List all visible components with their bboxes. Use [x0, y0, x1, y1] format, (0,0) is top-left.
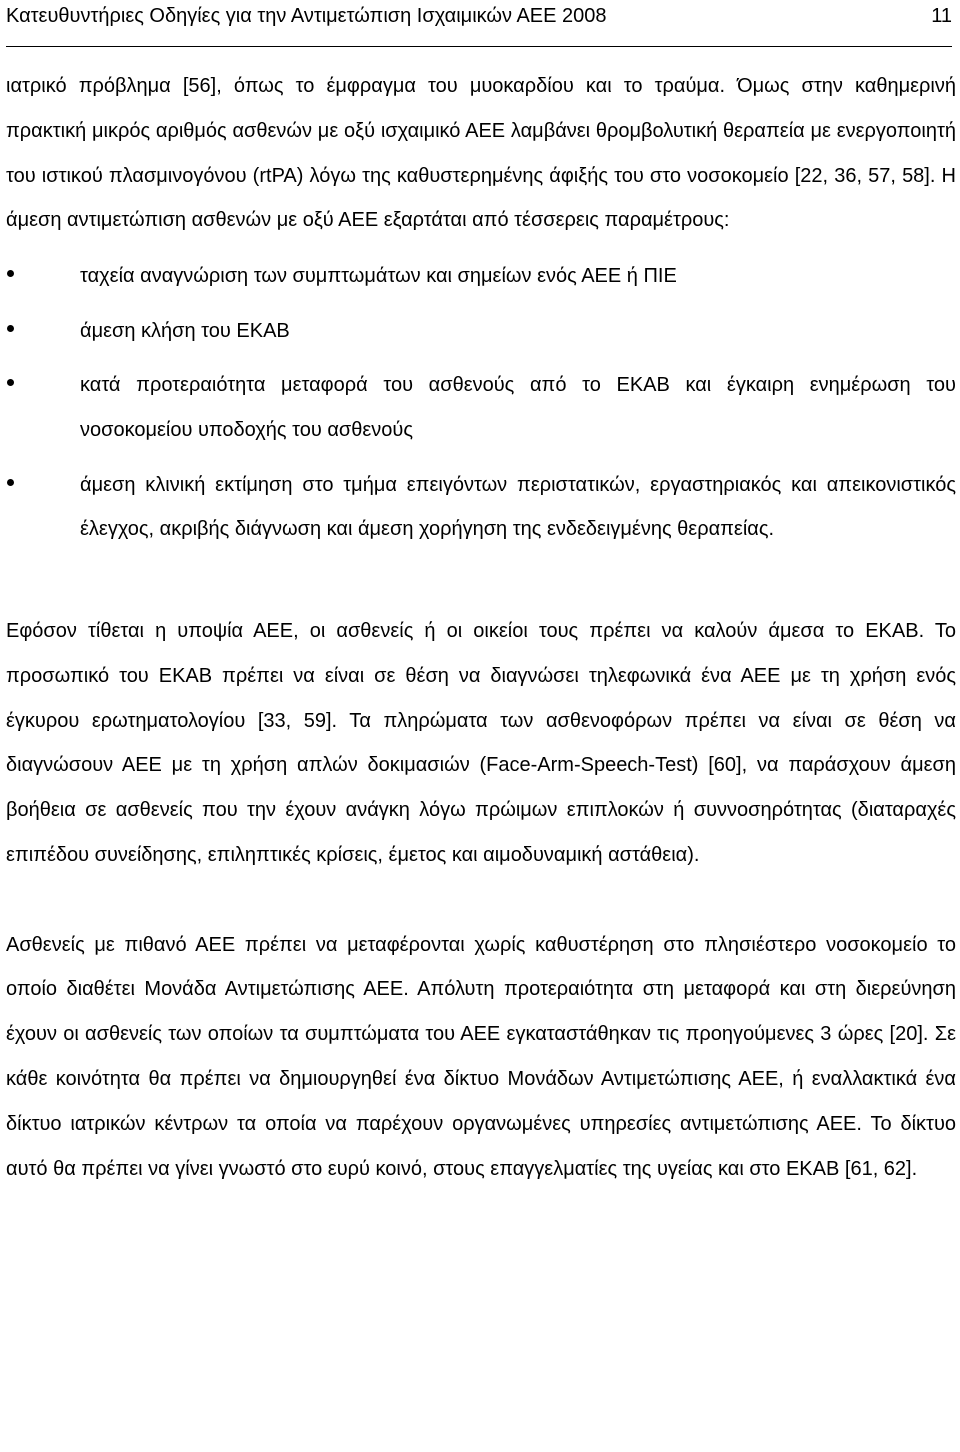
paragraph-transport: Ασθενείς με πιθανό ΑΕΕ πρέπει να μεταφέρονται χωρίς καθυστέρηση στο πλησιέστερο νοσοκομείο το οποίο διαθέτει Μονάδα Αντιμετώπισης ΑΕΕ. Απόλυτη προτεραιότητα στη μεταφορά και στη διερεύνηση έχουν οι ασθενείς των οποίων τα συμπτώματα του ΑΕΕ εγκαταστάθηκαν τις προηγούμενες 3 ώρες [20]. Σε κάθε κοινότητα θα πρέπει να δημιουργηθεί ένα δίκτυο Μονάδων Αντιμετώπισης ΑΕΕ, ή εναλλακτικά ένα δίκτυο ιατρικών κέντρων τα οποία να παρέχουν οργανωμένες υπηρεσίες αντιμετώπισης ΑΕΕ. Το δίκτυο αυτό θα πρέπει να γίνει γνωστό στο ευρύ κοινό, στους επαγγελματίες της υγείας και στο ΕΚΑΒ [61, 62].	[6, 933, 956, 1180]
paragraph-spacer	[6, 878, 956, 923]
bullet-icon	[7, 379, 14, 386]
page-number: 11	[931, 5, 952, 27]
bullet-icon	[7, 270, 14, 277]
bullet-list-container	[6, 243, 956, 564]
list-item	[6, 254, 956, 299]
paragraph-spacer	[6, 564, 956, 609]
paragraph-ekab: Εφόσον τίθεται η υποψία ΑΕΕ, οι ασθενείς ή οι οικείοι τους πρέπει να καλούν άμεσα το ΕΚΑΒ. Το προσωπικό του ΕΚΑΒ πρέπει να είναι σε θέση να διαγνώσει τηλεφωνικά ένα ΑΕΕ με τη χρήση ενός έγκυρου ερωτηματολογίου [33, 59]. Τα πληρώματα των ασθενοφόρων πρέπει να είναι σε θέση να διαγνώσουν ΑΕΕ με τη χρήση απλών δοκιμασιών (Face-Arm-Speech-Test) [60], να παράσχουν άμεση βοήθεια σε ασθενείς που την έχουν ανάγκη λόγω πρώιμων επιπλοκών ή συννοσηρότητας (διαταραχές επιπέδου συνείδησης, επιληπτικές κρίσεις, έμετος και αιμοδυναμική αστάθεια).	[6, 619, 956, 866]
list-item-text: άμεση κλήση του ΕΚΑΒ	[80, 319, 290, 342]
header-title: Κατευθυντήριες Οδηγίες για την Αντιμετώπιση Ισχαιμικών ΑΕΕ 2008	[6, 5, 607, 27]
intro-paragraph: ιατρικό πρόβλημα [56], όπως το έμφραγμα του μυοκαρδίου και το τραύμα. Όμως στην καθημερινή πρακτική μικρός αριθμός ασθενών με οξύ ισχαιμικό ΑΕΕ λαμβάνει θρομβολυτική θεραπεία με ενεργοποιητή του ιστικού πλασμινογόνου (rtPA) λόγω της καθυστερημένης άφιξής του στο νοσοκομείο [22, 36, 57, 58]. Η άμεση αντιμετώπιση ασθενών με οξύ ΑΕΕ εξαρτάται από τέσσερεις παραμέτρους:	[6, 75, 956, 232]
list-item	[6, 363, 956, 453]
running-header	[6, 2, 952, 36]
header-rule	[6, 46, 952, 47]
bullet-icon	[7, 325, 14, 332]
list-item	[6, 463, 956, 553]
list-item-text: άμεση κλινική εκτίμηση στο τμήμα επειγόντων περιστατικών, εργαστηριακός και απεικονιστικός έλεγχος, ακριβής διάγνωση και άμεση χορήγηση της ενδεδειγμένης θεραπείας.	[80, 473, 956, 541]
list-item	[6, 309, 956, 354]
body-text	[6, 64, 956, 1191]
bullet-list	[6, 254, 956, 552]
bullet-icon	[7, 479, 14, 486]
list-item-text: ταχεία αναγνώριση των συμπτωμάτων και σημείων ενός ΑΕΕ ή ΠΙΕ	[80, 264, 677, 287]
list-item-text: κατά προτεραιότητα μεταφορά του ασθενούς από το ΕΚΑΒ και έγκαιρη ενημέρωση του νοσοκομείου υποδοχής του ασθενούς	[80, 374, 956, 441]
